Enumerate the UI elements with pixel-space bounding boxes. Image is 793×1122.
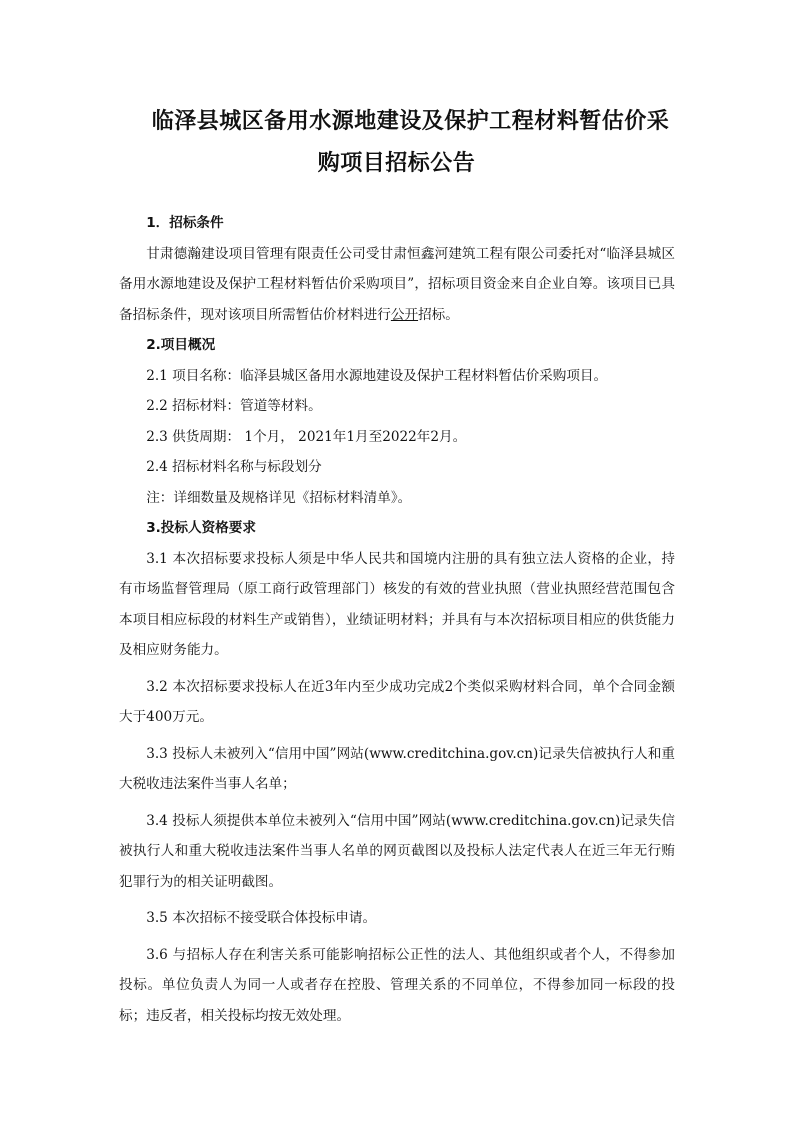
section-1-text-a: 甘肃德瀚建设项目管理有限责任公司受甘肃恒鑫河建筑工程有限公司委托对“临泽县城区备用水源地建设及保护工程材料暂估价采购项目”，招标项目资金来自企业自筹。该项目已具备招标条件，现对该项目所需暂估价材料进行	[119, 245, 675, 323]
section-1-heading: 1．招标条件	[146, 215, 224, 231]
section-3-item-1: 3.1 本次招标要求投标人须是中华人民共和国境内注册的具有独立法人资格的企业，持有市场监督管理局（原工商行政管理部门）核发的有效的营业执照（营业执照经营范围包含本项目相应标段的材料生产或销售），业绩证明材料；并具有与本次招标项目相应的供货能力及相应财务能力。	[119, 550, 675, 658]
section-3-item-2: 3.2 本次招标要求投标人在近3年内至少成功完成2个类似采购材料合同，单个合同金额大于400万元。	[119, 678, 675, 725]
section-2-item-2: 2.2 招标材料：管道等材料。	[146, 398, 322, 414]
section-3-heading: 3.投标人资格要求	[146, 520, 256, 536]
section-1-paragraph	[119, 239, 675, 331]
section-2-item-3: 2.3 供货周期： 1个月， 2021年1月至2022年2月。	[146, 428, 467, 445]
section-1-text-b: 招标。	[418, 306, 459, 323]
section-2-item-4: 2.4 招标材料名称与标段划分	[146, 459, 322, 475]
section-1-underlined-term: 公开	[390, 306, 419, 323]
section-2-note: 注：详细数量及规格详见《招标材料清单》。	[146, 489, 412, 506]
document-title-line-1: 临泽县城区备用水源地建设及保护工程材料暂估价采	[151, 109, 670, 134]
document-title-line-2: 购项目招标公告	[317, 151, 476, 176]
document-body	[119, 208, 675, 1031]
section-3-item-5: 3.5 本次招标不接受联合体投标申请。	[146, 910, 377, 926]
section-3-item-3: 3.3 投标人未被列入“信用中国”网站(www.creditchina.gov.cn)记录失信被执行人和重大税收违法案件当事人名单；	[119, 745, 675, 792]
section-2-heading: 2.项目概况	[146, 337, 216, 353]
section-3-item-4: 3.4 投标人须提供本单位未被列入“信用中国”网站(www.creditchina.gov.cn)记录失信被执行人和重大税收违法案件当事人名单的网页截图以及投标人法定代表人在近三年无行贿犯罪行为的相关证明截图。	[119, 812, 675, 890]
section-3-item-6: 3.6 与招标人存在利害关系可能影响招标公正性的法人、其他组织或者个人，不得参加投标。单位负责人为同一人或者存在控股、管理关系的不同单位，不得参加同一标段的投标；违反者，相关投标均按无效处理。	[119, 946, 675, 1024]
section-2-item-1: 2.1 项目名称：临泽县城区备用水源地建设及保护工程材料暂估价采购项目。	[146, 367, 608, 384]
